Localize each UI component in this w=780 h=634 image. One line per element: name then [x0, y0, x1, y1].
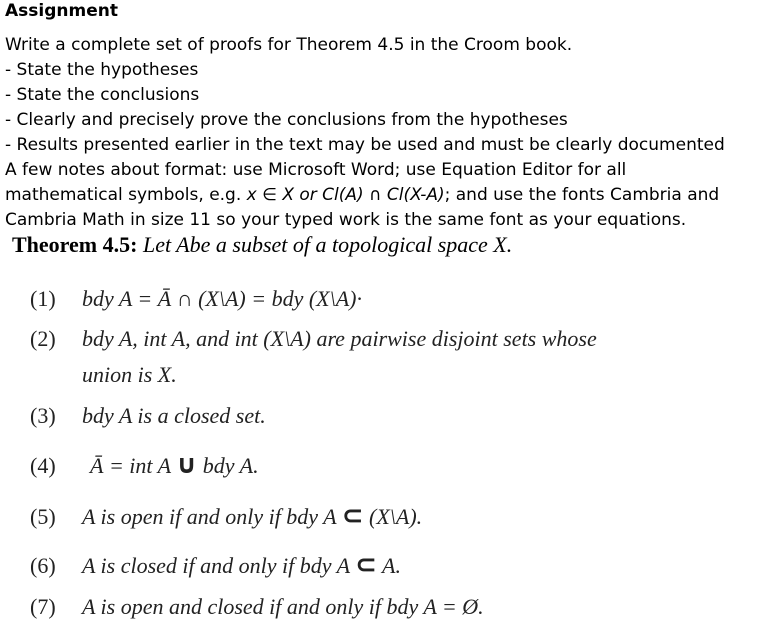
bullet-conclusions: - State the conclusions	[5, 85, 200, 105]
theorem-item-7	[30, 594, 484, 620]
math-example: x ∈ X or Cl(A) ∩ Cl(X-A)	[246, 185, 445, 205]
theorem-item-2-continuation: union is X.	[82, 362, 177, 387]
item-number: (2)	[30, 326, 56, 351]
union-symbol: ∪	[176, 450, 198, 480]
theorem-text: Let Abe a subset of a topological space X.	[137, 232, 513, 257]
theorem-item-4	[30, 452, 259, 479]
item-number: (4)	[30, 453, 56, 478]
assignment-heading: Assignment	[5, 1, 118, 21]
format-text: mathematical symbols, e.g.	[5, 185, 247, 205]
item-text-end: bdy A.	[197, 453, 259, 478]
item-text-end: (X\A).	[363, 504, 423, 529]
format-notes-line: A few notes about format: use Microsoft Word; use Equation Editor for all	[5, 160, 627, 180]
item-number: (3)	[30, 403, 56, 428]
theorem-statement	[12, 232, 512, 258]
instruction-line: Write a complete set of proofs for Theorem 4.5 in the Croom book.	[5, 35, 573, 55]
item-text: bdy A, int A, and int (X\A) are pairwise disjoint sets whose	[82, 326, 597, 351]
theorem-label: Theorem 4.5:	[12, 232, 138, 257]
format-notes-line-3: Cambria Math in size 11 so your typed work is the same font as your equations.	[5, 210, 687, 230]
item-number: (6)	[30, 553, 56, 578]
theorem-item-3	[30, 403, 266, 429]
theorem-item-1	[30, 286, 362, 312]
theorem-item-5	[30, 503, 422, 530]
bullet-results: - Results presented earlier in the text may be used and must be clearly documented	[5, 135, 725, 155]
subset-symbol: ⊂	[341, 501, 364, 531]
item-text-end: A.	[376, 553, 401, 578]
theorem-item-2	[30, 326, 597, 352]
item-text: A is closed if and only if bdy A	[82, 553, 356, 578]
item-number: (7)	[30, 594, 56, 619]
item-number: (5)	[30, 504, 56, 529]
item-number: (1)	[30, 286, 56, 311]
item-text: bdy A is a closed set.	[82, 403, 266, 428]
item-text: A is open if and only if bdy A	[82, 504, 342, 529]
theorem-item-6	[30, 552, 401, 579]
bullet-hypotheses: - State the hypotheses	[5, 60, 199, 80]
subset-symbol: ⊂	[355, 550, 377, 580]
format-notes-line-2	[5, 185, 719, 205]
item-text: A is open and closed if and only if bdy A = Ø.	[82, 594, 484, 619]
item-text: Ā = int A	[90, 453, 177, 478]
bullet-prove: - Clearly and precisely prove the conclusions from the hypotheses	[5, 110, 568, 130]
format-text-end: ; and use the fonts Cambria and	[444, 185, 720, 205]
item-text: bdy A = Ā ∩ (X\A) = bdy (X\A)·	[82, 286, 362, 311]
